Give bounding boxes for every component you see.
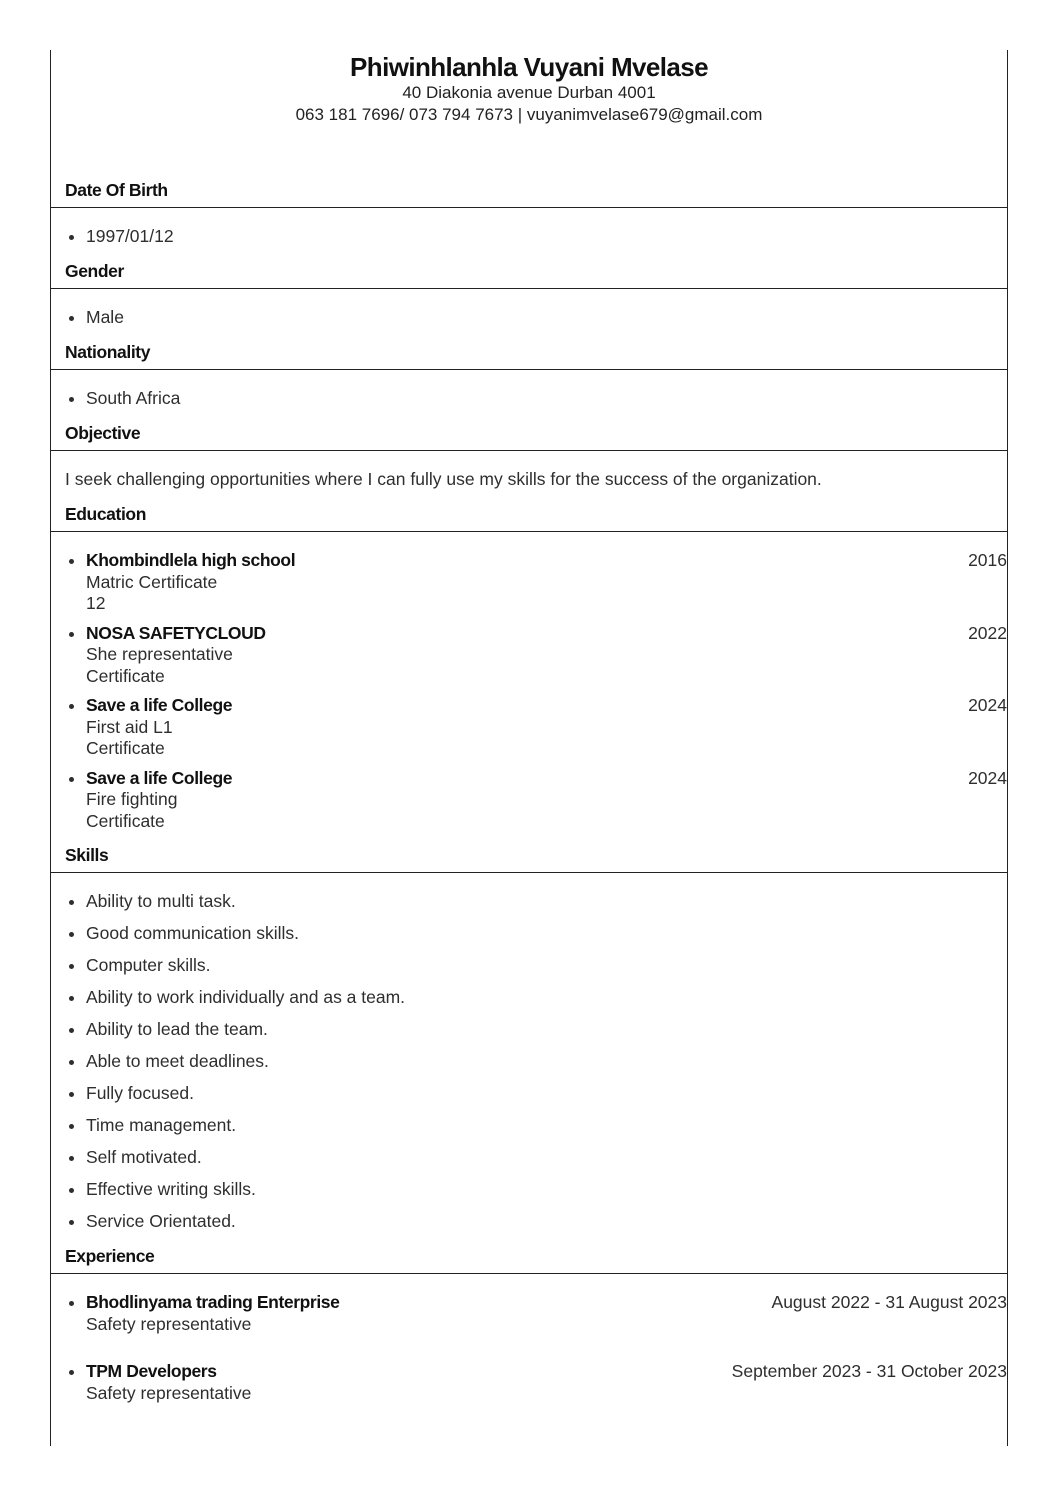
qualification: Matric Certificate	[86, 571, 218, 592]
section-gender	[51, 260, 1007, 341]
education-entry	[86, 546, 1007, 619]
section-objective	[51, 422, 1007, 503]
section-title: Skills	[51, 844, 1007, 873]
candidate-name: Phiwinhlanhla Vuyani Mvelase	[350, 52, 708, 82]
experience-entry	[86, 1357, 1007, 1408]
job-role: Safety representative	[86, 1382, 252, 1403]
section-experience	[51, 1245, 1007, 1418]
section-title: Education	[51, 503, 1007, 532]
job-role: Safety representative	[86, 1313, 252, 1334]
skill-item: • Service Orientated.	[86, 1205, 1007, 1237]
skill-item: • Self motivated.	[86, 1141, 1007, 1173]
qualification-level: Certificate	[86, 665, 165, 686]
gender-list	[65, 301, 1007, 333]
resume-page	[50, 50, 1008, 1446]
experience-list	[65, 1288, 1007, 1408]
experience-entry	[86, 1288, 1007, 1357]
skill-item: • Time management.	[86, 1109, 1007, 1141]
skill-item: • Effective writing skills.	[86, 1173, 1007, 1205]
education-year: 2024	[968, 695, 1007, 715]
section-title: Date Of Birth	[51, 179, 1007, 208]
list-item: • Male	[86, 301, 1007, 333]
dob-list	[65, 220, 1007, 252]
institution-name: • Khombindlela high school	[86, 550, 296, 570]
section-dob	[51, 179, 1007, 260]
company-name: • Bhodlinyama trading Enterprise	[86, 1292, 340, 1312]
section-title: Nationality	[51, 341, 1007, 370]
section-title: Experience	[51, 1245, 1007, 1274]
contact-details: 063 181 7696/ 073 794 7673 | vuyanimvelase679@gmail.com	[295, 105, 763, 124]
institution-name: • NOSA SAFETYCLOUD	[86, 622, 266, 643]
company-name: • TPM Developers	[86, 1361, 217, 1381]
skill-item: • Ability to multi task.	[86, 885, 1007, 917]
section-title: Objective	[51, 422, 1007, 451]
skill-item: • Ability to lead the team.	[86, 1013, 1007, 1045]
list-item: • South Africa	[86, 382, 1007, 414]
education-year: 2024	[968, 767, 1007, 788]
employment-dates: September 2023 - 31 October 2023	[731, 1361, 1007, 1381]
institution-name: • Save a life College	[86, 695, 233, 715]
education-entry	[86, 691, 1007, 764]
education-year: 2016	[968, 550, 1007, 570]
nationality-list	[65, 382, 1007, 414]
skill-item: • Good communication skills.	[86, 917, 1007, 949]
qualification: She representative	[86, 644, 233, 664]
objective-text: I seek challenging opportunities where I can fully use my skills for the success of the organization.	[65, 469, 822, 489]
section-title: Gender	[51, 260, 1007, 289]
qualification: First aid L1	[86, 716, 173, 737]
qualification: Fire fighting	[86, 789, 178, 809]
skill-item: • Fully focused.	[86, 1077, 1007, 1109]
address: 40 Diakonia avenue Durban 4001	[402, 83, 656, 102]
skills-list	[65, 885, 1007, 1237]
education-entry	[86, 619, 1007, 692]
qualification-level: Certificate	[86, 738, 165, 758]
education-list	[65, 546, 1007, 836]
skill-item: • Computer skills.	[86, 949, 1007, 981]
qualification-level: Certificate	[86, 810, 165, 831]
resume-header	[51, 50, 1007, 179]
education-entry	[86, 764, 1007, 837]
education-year: 2022	[968, 622, 1007, 643]
skill-item: • Ability to work individually and as a team.	[86, 981, 1007, 1013]
institution-name: • Save a life College	[86, 767, 233, 788]
section-nationality	[51, 341, 1007, 422]
skill-item: • Able to meet deadlines.	[86, 1045, 1007, 1077]
section-skills	[51, 844, 1007, 1245]
qualification-level: 12	[86, 593, 106, 613]
section-education	[51, 503, 1007, 844]
list-item: • 1997/01/12	[86, 220, 1007, 252]
employment-dates: August 2022 - 31 August 2023	[771, 1292, 1007, 1312]
